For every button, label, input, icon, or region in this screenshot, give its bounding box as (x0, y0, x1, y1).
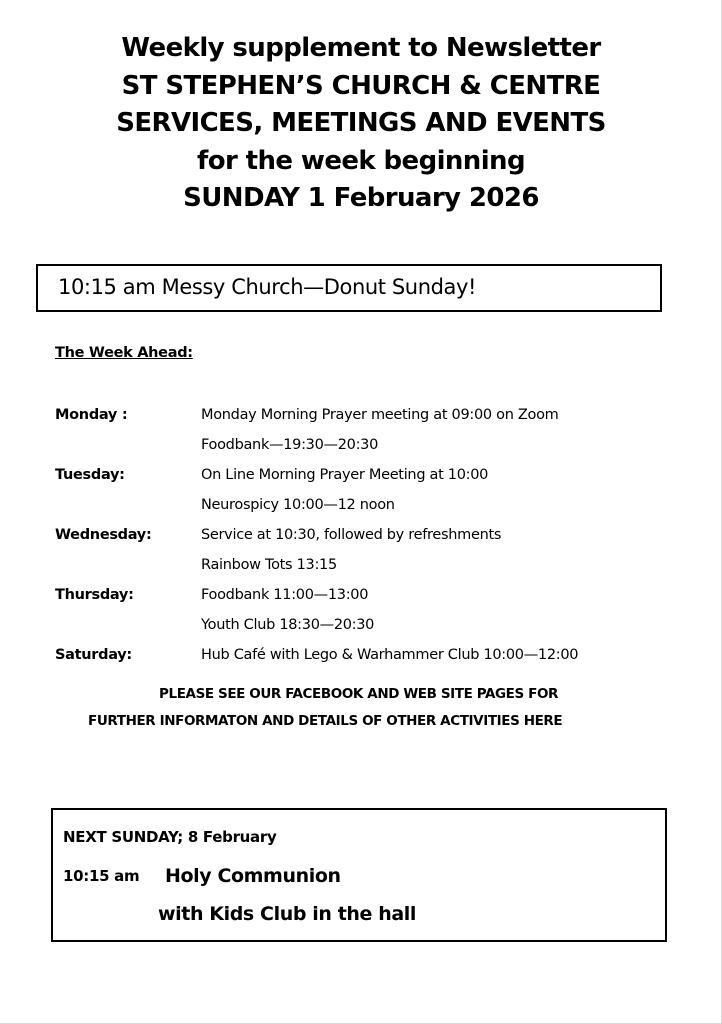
notice-line-1: PLEASE SEE OUR FACEBOOK AND WEB SITE PAGES FOR (159, 686, 559, 702)
next-sunday-heading: NEXT SUNDAY; 8 February (63, 828, 277, 846)
schedule-item: Rainbow Tots 13:15 (201, 557, 337, 573)
week-ahead-heading: The Week Ahead: (55, 345, 193, 361)
schedule-row (55, 520, 695, 550)
page-title (0, 30, 722, 218)
schedule-day: Thursday: (55, 587, 134, 603)
title-line-services: SERVICES, MEETINGS AND EVENTS (116, 108, 606, 138)
schedule-row (55, 550, 695, 580)
schedule-item: Foodbank 11:00—13:00 (201, 587, 369, 603)
schedule-day: Monday : (55, 407, 128, 423)
notice-line-2: FURTHER INFORMATON AND DETAILS OF OTHER ACTIVITIES HERE (88, 713, 563, 729)
highlight-box (36, 264, 662, 312)
schedule-item: Neurospicy 10:00—12 noon (201, 497, 395, 513)
schedule-item: On Line Morning Prayer Meeting at 10:00 (201, 467, 489, 483)
schedule-item: Hub Café with Lego & Warhammer Club 10:00—12:00 (201, 647, 579, 663)
schedule-row (55, 430, 695, 460)
schedule-day: Tuesday: (55, 467, 125, 483)
schedule-row (55, 580, 695, 610)
schedule-item: Monday Morning Prayer meeting at 09:00 on Zoom (201, 407, 559, 423)
schedule-item: Service at 10:30, followed by refreshments (201, 527, 502, 543)
schedule-item: Foodbank—19:30—20:30 (201, 437, 379, 453)
next-sunday-box (51, 808, 667, 942)
schedule-row (55, 610, 695, 640)
schedule-row (55, 400, 695, 430)
schedule-row (55, 640, 695, 670)
schedule-day: Saturday: (55, 647, 132, 663)
title-line-newsletter: Weekly supplement to Newsletter (121, 33, 601, 63)
schedule-day: Wednesday: (55, 527, 152, 543)
schedule-item: Youth Club 18:30—20:30 (201, 617, 375, 633)
schedule-row (55, 460, 695, 490)
schedule-row (55, 490, 695, 520)
next-sunday-time: 10:15 am (63, 867, 140, 885)
title-line-date: SUNDAY 1 February 2026 (183, 183, 539, 213)
next-sunday-extra: with Kids Club in the hall (158, 903, 416, 925)
highlight-text: 10:15 am Messy Church—Donut Sunday! (58, 275, 477, 299)
next-sunday-service: Holy Communion (165, 865, 341, 887)
title-line-church-name: ST STEPHEN’S CHURCH & CENTRE (121, 70, 601, 101)
title-line-week-beginning: for the week beginning (197, 145, 525, 176)
schedule-list (55, 400, 695, 670)
